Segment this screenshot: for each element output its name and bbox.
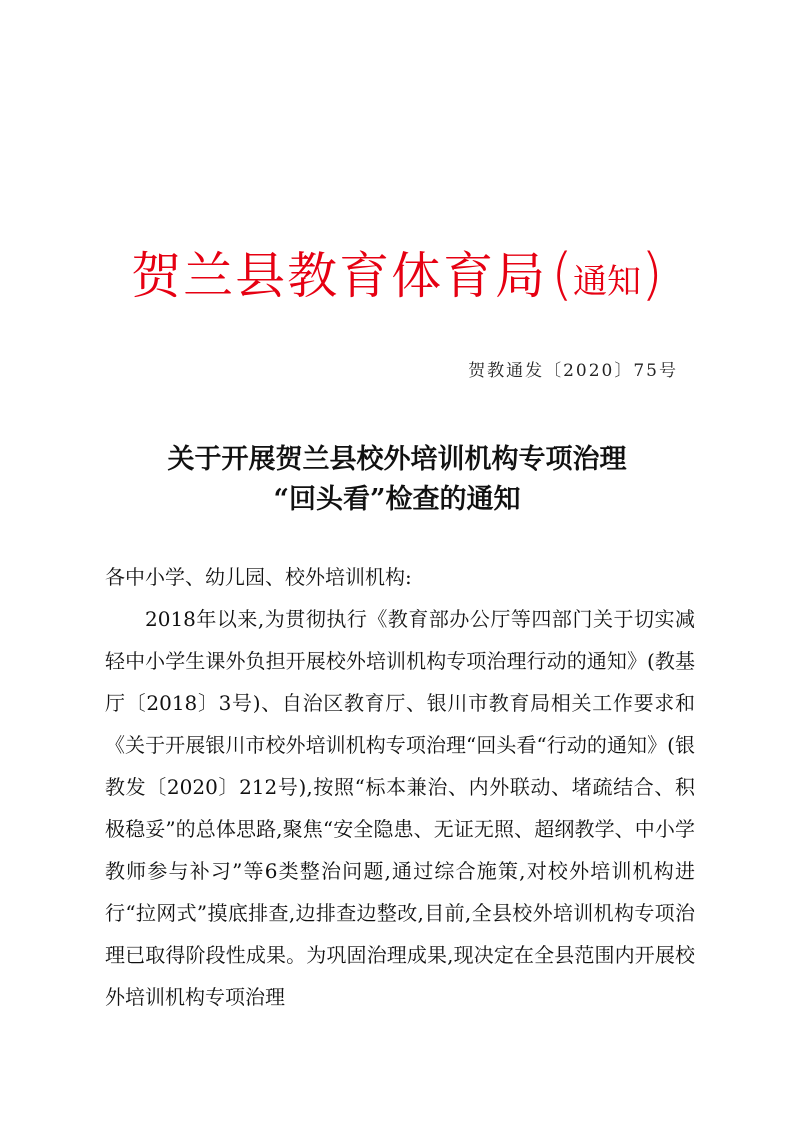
letterhead-paren-close: ) [641,242,663,307]
letterhead [0,236,794,308]
body-paragraph: 2018年以来,为贯彻执行《教育部办公厅等四部门关于切实减轻中小学生课外负担开展校外培训机构专项治理行动的通知》(教基厅〔2018〕3号)、自治区教育厅、银川市教育局相关工作要求和《关于开展银川市校外培训机构专项治理“回头看“行动的通知》(银教发〔2020〕212号),按照“标本兼治、内外联动、堵疏结合、积极稳妥”的总体思路,聚焦“安全隐患、无证无照、超纲教学、中小学教师参与补习”等6类整治问题,通过综合施策,对校外培训机构进行“拉网式”摸底排查,边排查边整改,目前,全县校外培训机构专项治理已取得阶段性成果。为巩固治理成果,现决定在全县范围内开展校外培训机构专项治理 [105,607,695,1009]
letterhead-paren-open: ( [551,242,573,307]
document-title [0,440,794,520]
title-line-1: 关于开展贺兰县校外培训机构专项治理 [167,444,627,475]
letterhead-kind: 通知 [573,262,641,302]
document-number: 贺教通发〔2020〕75号 [468,361,678,381]
salutation: 各中小学、幼儿园、校外培训机构: [105,565,412,589]
letterhead-org: 贺兰县教育体育局 [131,247,548,305]
title-line-2: “回头看”检查的通知 [273,484,521,515]
document-body [105,556,695,1018]
